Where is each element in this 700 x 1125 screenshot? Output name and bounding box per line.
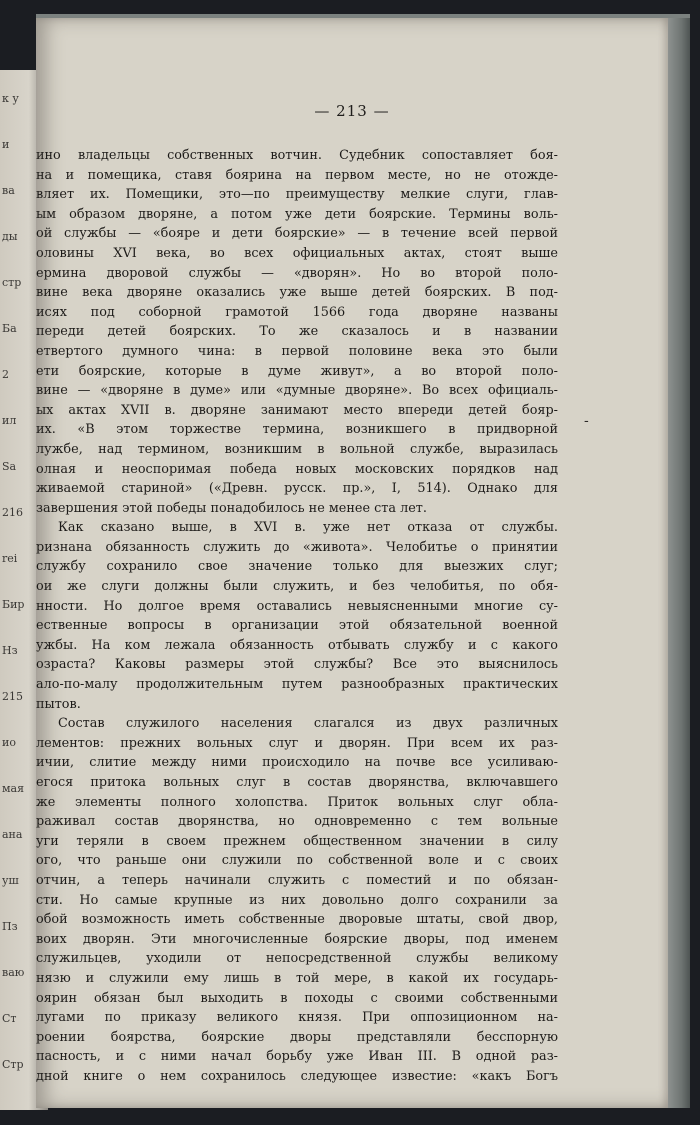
text-line: службу сохранило свое значение только для выезжих слуг; <box>36 559 558 575</box>
text-line: озраста? Каковы размеры этой службы? Все это выяснилось <box>36 657 558 673</box>
text-line: сти. Но самые крупные из них довольно долго сохранили за <box>36 892 558 908</box>
left-page-fragment: Пз <box>2 920 18 933</box>
book-page <box>36 18 668 1108</box>
text-line: ризнана обязанность служить до «живота». Челобитье о принятии <box>36 539 558 555</box>
left-page-fragment: уш <box>2 874 19 887</box>
text-line: оярин обязан был выходить в походы с своими собственными <box>36 990 558 1006</box>
left-page-fragment: rei <box>2 552 18 565</box>
left-page-fragment: ва <box>2 184 15 197</box>
text-line: ичии, слитие между ними происходило на почве все усиливаю- <box>36 755 558 771</box>
text-line: дной книге о нем сохранилось следующее известие: «какъ Богъ <box>36 1068 558 1084</box>
left-page-fragment: стр <box>2 276 22 289</box>
left-page-fragment: и <box>2 138 10 151</box>
left-page-fragment: Бир <box>2 598 25 611</box>
text-line: служильцев, уходили от непосредственной службы великому <box>36 951 558 967</box>
text-line: ого, что раньше они служили по собственной воле и с своих <box>36 853 558 869</box>
text-line: вине века дворяне оказались уже выше детей боярских. В под- <box>36 285 558 301</box>
left-page-fragment: 216 <box>2 506 23 519</box>
left-page-fragment: Стр <box>2 1058 24 1071</box>
text-line: раживал состав дворянства, но одновременно с тем вольные <box>36 814 558 830</box>
text-line: оловины XVI века, во всех официальных актах, стоят выше <box>36 245 558 261</box>
left-page-fragment: 215 <box>2 690 23 703</box>
text-line: егося притока вольных слуг в состав дворянства, включавшего <box>36 775 558 790</box>
text-line: отчин, а теперь начинали служить с поместий и по обязан- <box>36 872 558 888</box>
text-line: уги теряли в своем прежнем общественном значении в силу <box>36 833 558 849</box>
text-line: пасность, и с ними начал борьбу уже Иван III. В одной раз- <box>36 1049 558 1065</box>
left-page-fragment: мая <box>2 782 25 795</box>
left-page-fragment: Нз <box>2 644 18 657</box>
text-line: ественные вопросы в организации этой обязательной военной <box>36 618 558 634</box>
left-page-fragment: Ба <box>2 322 17 335</box>
text-line: ермина дворовой службы — «дворян». Но во второй поло- <box>36 265 558 281</box>
text-line: завершения этой победы понадобилось не менее ста лет. <box>36 500 427 516</box>
left-page-fragment: ваю <box>2 966 25 979</box>
text-line: ало-по-малу продолжительным путем разнообразных практических <box>36 677 558 693</box>
text-line: лужбе, над термином, возникшим в вольной службе, выразилась <box>36 441 558 457</box>
text-line: роении боярства, боярские дворы представляли бесспорную <box>36 1029 558 1045</box>
left-page-fragment: Sa <box>2 460 17 473</box>
text-line: Как сказано выше, в XVI в. уже нет отказа от службы. <box>58 520 558 536</box>
text-line: их. «В этом торжестве термина, возникшего в придворной <box>36 422 558 438</box>
page-stack-edge <box>668 18 690 1108</box>
text-line: ои же слуги должны были служить, и без челобитья, по обя- <box>36 579 558 595</box>
text-line: переди детей боярских. То же сказалось и в названии <box>36 324 558 340</box>
text-line: обой возможность иметь собственные дворовые штаты, свой двор, <box>36 912 558 928</box>
left-page-fragment: ил <box>2 414 17 427</box>
left-page-fragment: 2 <box>2 368 9 381</box>
text-line: ым образом дворяне, а потом уже дети боярские. Термины воль- <box>36 206 558 222</box>
text-line: воих дворян. Эти многочисленные боярские дворы, под именем <box>36 931 558 947</box>
text-line: пытов. <box>36 696 81 712</box>
text-line: ино владельцы собственных вотчин. Судебник сопоставляет боя- <box>36 148 558 163</box>
left-page-fragment: Ст <box>2 1012 17 1025</box>
text-line: етвертого думного чина: в первой половине века это были <box>36 343 558 359</box>
text-line: Состав служилого населения слагался из двух различных <box>58 716 558 732</box>
text-line: лементов: прежних вольных слуг и дворян. При всем их раз- <box>36 735 558 751</box>
text-line: ети боярские, которые в думе живут», а во второй поло- <box>36 363 558 379</box>
left-page-fragment: к у <box>2 92 19 105</box>
text-line: нности. Но долгое время оставались невыясненными многие су- <box>36 598 558 614</box>
text-line: лугами по приказу великого князя. При оппозиционном на- <box>36 1010 558 1026</box>
text-line: ой службы — «бояре и дети боярские» — в течение всей первой <box>36 226 558 242</box>
text-line: нязю и служили ему лишь в той мере, в какой их государь- <box>36 970 558 986</box>
body-text <box>36 146 558 1087</box>
text-line: вине — «дворяне в думе» или «думные дворяне». Во всех официаль- <box>36 383 558 399</box>
page-number: — 213 — <box>314 102 390 120</box>
left-page-fragment: ды <box>2 230 18 243</box>
left-page-fragment: ио <box>2 736 16 749</box>
text-line: ужбы. На ком лежала обязанность отбывать службу и с какого <box>36 637 558 653</box>
text-line: вляет их. Помещики, это—по преимуществу мелкие слуги, глав- <box>36 187 558 203</box>
text-line: на и помещика, ставя боярина на первом месте, но не отожде- <box>36 167 558 183</box>
text-line: исях под соборной грамотой 1566 года дворяне названы <box>36 304 558 320</box>
text-line: ых актах XVII в. дворяне занимают место впереди детей бояр- <box>36 402 558 418</box>
text-line: олная и неоспоримая победа новых московских порядков над <box>36 461 558 477</box>
left-page-fragment: ана <box>2 828 23 841</box>
margin-mark: - <box>584 413 589 429</box>
text-line: живаемой стариной» («Древн. русск. пр.», I, 514). Однако для <box>36 481 558 497</box>
text-line: же элементы полного холопства. Приток вольных слуг обла- <box>36 794 558 810</box>
